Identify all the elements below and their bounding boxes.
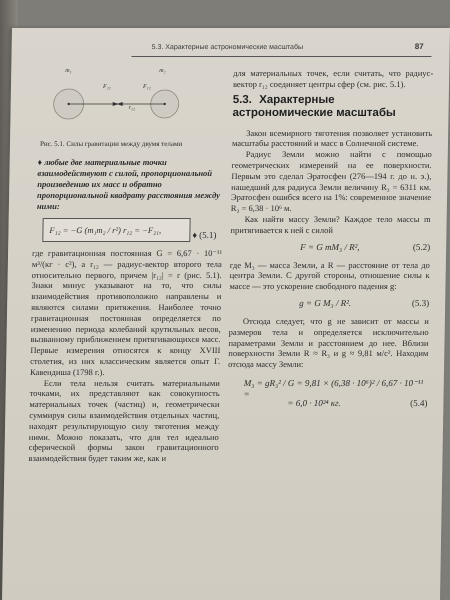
right-paragraph-5: Отсюда следует, что g не зависит от массы и размеров тела и определяется исключительно параметрами Земли и расстоянием до нее. Вблизи поверхности Земли R ≈ R₃ и g ≈ 9,81 м/с². Находим отсюда массу Земли: bbox=[228, 315, 429, 370]
right-paragraph-2: Радиус Земли можно найти с помощью геометрических измерений на ее поверхности. Первым это сделал Эратосфен (276—194 г. до н. э.), нашедший для радиуса Земли величину R₃ = 6311 км. Эратосфен ошибся всего на 1%: современное значение R₃ = 6,38 · 10⁶ м. bbox=[230, 149, 432, 214]
right-paragraph-1: Закон всемирного тяготения позволяет установить масштабы расстояний и масс в Солнечной системе. bbox=[231, 127, 433, 149]
equation-5-3-number: (5.3) bbox=[411, 297, 430, 308]
left-column bbox=[28, 68, 225, 464]
formula-row bbox=[32, 218, 222, 242]
running-header bbox=[131, 42, 431, 57]
section-heading bbox=[232, 94, 432, 120]
equation-5-2-expr: F = G mM₃ / R², bbox=[300, 241, 360, 252]
mass-label-1: m₁ bbox=[65, 68, 72, 74]
gravity-diagram-svg bbox=[40, 68, 221, 138]
figure-caption: Рис. 5.1. Силы гравитации между двумя телами bbox=[39, 140, 183, 148]
section-number: 5.3. bbox=[232, 93, 253, 106]
force-label-12: F₁₂ bbox=[142, 84, 151, 90]
running-title: 5.3. Характерные астрономические масштабы bbox=[151, 44, 304, 51]
right-paragraph-4: где M₃ — масса Земли, а R — расстояние от тела до центра Земли. С другой стороны, отношение силы к массе — это ускорение свободного падения g: bbox=[229, 259, 430, 292]
mass-label-2: m₂ bbox=[159, 68, 166, 74]
right-column bbox=[227, 68, 433, 414]
page-number: 87 bbox=[414, 42, 424, 51]
radius-label: r₁₂ bbox=[128, 105, 136, 111]
equation-5-4 bbox=[227, 374, 428, 414]
left-paragraph-2: Если тела нельзя считать материальными точками, их представляют как совокупность материальных точек (частиц) и, геометрически суммируя силы взаимодействия отдельных частиц, находят результирующую силу тяготения между ними. Можно показать, что для тел идеально сферической формы закон гравитационного взаимодействия будет таким же, как и bbox=[28, 377, 220, 464]
equation-5-4-number: (5.4) bbox=[410, 397, 428, 408]
right-paragraph-3: Как найти массу Земли? Каждое тело массы m притягивается к ней с силой bbox=[230, 213, 431, 235]
equation-5-2-number: (5.2) bbox=[412, 241, 431, 252]
equation-5-2 bbox=[230, 236, 430, 260]
formula-number: ♦ (5.1) bbox=[192, 230, 217, 240]
book-page bbox=[2, 28, 450, 600]
force-label-21: F₂₁ bbox=[102, 84, 111, 90]
law-definition: ♦ любые две материальные точки взаимодействуют с силой, пропорциональной произведению их масс и обратно пропорциональной квадрату расстояния между ними: bbox=[36, 157, 221, 211]
equation-5-4-line-2: = 6,0 · 10²⁴ кг. bbox=[287, 397, 341, 408]
left-paragraph-1: где гравитационная постоянная G = 6,67 · 10⁻¹¹ м³/(кг · с²), а r₁₂ — радиус-вектор второго тела относительно первого, причем |r₁₂| = r (рис. 5.1). Знаки минус указывают на то, что силы взаимодействия противоположно направлены и являются силами притяжения. Наиболее точно гравитационная постоянная определяется по изменению периода колебаний крутильных весов, вызванному приближением притягивающихся масс. Первые измерения относятся к концу XVIII столетия, из них классическим является опыт Г. Кавендиша (1798 г.). bbox=[29, 248, 223, 377]
gravity-diagram bbox=[40, 68, 221, 138]
right-paragraph-top: для материальных точек, если считать, что радиус-вектор r₁₂ соединяет центры сфер (см. рис. 5.1). bbox=[232, 68, 434, 89]
equation-5-3-expr: g = G M₃ / R². bbox=[299, 297, 352, 308]
equation-5-3 bbox=[229, 292, 429, 316]
equation-5-4-line-1: M₃ = gR₃² / G = 9,81 × (6,38 · 10⁶)² / 6,67 · 10⁻¹¹ = bbox=[243, 377, 424, 399]
section-title: Характерные астрономические масштабы bbox=[232, 93, 396, 119]
formula-box: F₁₂ = −G (m₁m₂ / r²) r₁₂ = −F₂₁, bbox=[42, 218, 190, 242]
